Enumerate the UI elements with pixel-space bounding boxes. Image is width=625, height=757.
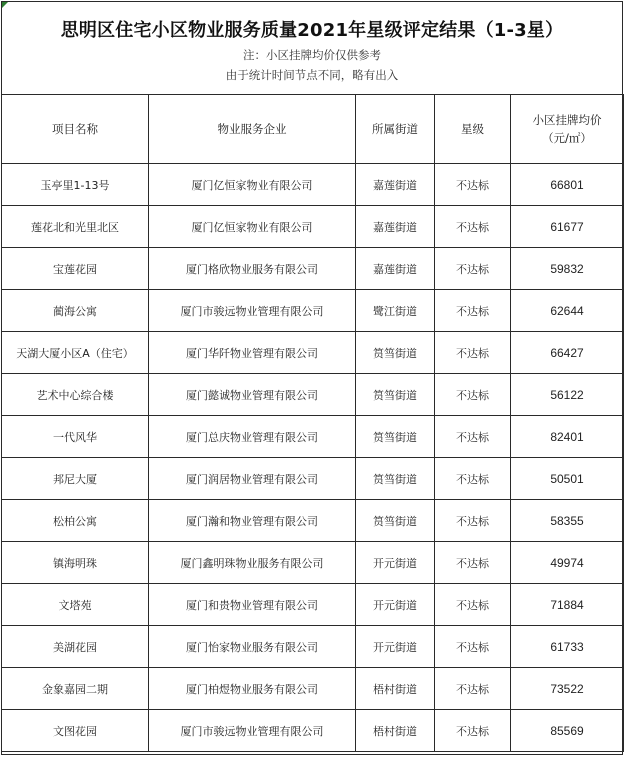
cell-company: 厦门亿恒家物业有限公司 <box>149 206 356 248</box>
cell-street: 梧村街道 <box>356 710 435 752</box>
cell-price: 66801 <box>511 164 624 206</box>
cell-price: 66427 <box>511 332 624 374</box>
table-row <box>2 584 624 626</box>
cell-rating: 不达标 <box>435 374 511 416</box>
column-header-street: 所属街道 <box>356 95 435 164</box>
cell-price: 61733 <box>511 626 624 668</box>
column-header-price-label: 小区挂牌均价 <box>532 113 602 127</box>
cell-rating: 不达标 <box>435 710 511 752</box>
table-row <box>2 542 624 584</box>
column-header-rating: 星级 <box>435 95 511 164</box>
cell-project-name: 文图花园 <box>2 710 149 752</box>
cell-street: 嘉莲街道 <box>356 164 435 206</box>
cell-price: 62644 <box>511 290 624 332</box>
table-body <box>2 164 624 752</box>
document-header <box>2 2 622 94</box>
cell-price: 58355 <box>511 500 624 542</box>
table-row <box>2 500 624 542</box>
table-row <box>2 290 624 332</box>
cell-project-name: 宝莲花园 <box>2 248 149 290</box>
cell-rating: 不达标 <box>435 290 511 332</box>
table-row <box>2 710 624 752</box>
column-header-project-name: 项目名称 <box>2 95 149 164</box>
column-header-price-unit: （元/㎡） <box>542 131 592 145</box>
cell-street: 梧村街道 <box>356 668 435 710</box>
rating-table <box>1 94 624 752</box>
cell-company: 厦门润居物业管理有限公司 <box>149 458 356 500</box>
cell-rating: 不达标 <box>435 206 511 248</box>
cell-project-name: 天湖大厦小区A（住宅） <box>2 332 149 374</box>
cell-project-name: 莲花北和光里北区 <box>2 206 149 248</box>
cell-price: 85569 <box>511 710 624 752</box>
table-row <box>2 248 624 290</box>
cell-company: 厦门和贵物业管理有限公司 <box>149 584 356 626</box>
cell-street: 嘉莲街道 <box>356 248 435 290</box>
cell-project-name: 艺术中心综合楼 <box>2 374 149 416</box>
cell-project-name: 镇海明珠 <box>2 542 149 584</box>
cell-street: 嘉莲街道 <box>356 206 435 248</box>
cell-street: 开元街道 <box>356 626 435 668</box>
cell-company: 厦门总庆物业管理有限公司 <box>149 416 356 458</box>
cell-company: 厦门怡家物业服务有限公司 <box>149 626 356 668</box>
cell-company: 厦门华阡物业管理有限公司 <box>149 332 356 374</box>
cell-rating: 不达标 <box>435 248 511 290</box>
cell-price: 59832 <box>511 248 624 290</box>
cell-street: 筼筜街道 <box>356 332 435 374</box>
cell-rating: 不达标 <box>435 584 511 626</box>
note-line-2: 由于统计时间节点不同，略有出入 <box>225 68 399 82</box>
cell-rating: 不达标 <box>435 500 511 542</box>
column-header-price <box>511 95 624 164</box>
note-line-1: 注：小区挂牌均价仅供参考 <box>243 48 381 62</box>
table-header-row <box>2 95 624 164</box>
cell-project-name: 金象嘉园二期 <box>2 668 149 710</box>
cell-company: 厦门懿诚物业管理有限公司 <box>149 374 356 416</box>
cell-price: 61677 <box>511 206 624 248</box>
cell-project-name: 邦尼大厦 <box>2 458 149 500</box>
cell-price: 71884 <box>511 584 624 626</box>
cell-project-name: 玉亭里1-13号 <box>2 164 149 206</box>
document-sheet <box>1 1 623 755</box>
cell-rating: 不达标 <box>435 332 511 374</box>
cell-project-name: 文塔苑 <box>2 584 149 626</box>
table-row <box>2 416 624 458</box>
table-row <box>2 626 624 668</box>
cell-street: 开元街道 <box>356 584 435 626</box>
cell-company: 厦门柏煜物业服务有限公司 <box>149 668 356 710</box>
cell-project-name: 蔺海公寓 <box>2 290 149 332</box>
page-title: 思明区住宅小区物业服务质量2021年星级评定结果（1-3星） <box>60 20 564 41</box>
cell-street: 筼筜街道 <box>356 458 435 500</box>
cell-price: 49974 <box>511 542 624 584</box>
cell-project-name: 美湖花园 <box>2 626 149 668</box>
table-row <box>2 668 624 710</box>
cell-project-name: 一代风华 <box>2 416 149 458</box>
cell-rating: 不达标 <box>435 668 511 710</box>
cell-street: 筼筜街道 <box>356 374 435 416</box>
cell-project-name: 松柏公寓 <box>2 500 149 542</box>
cell-price: 73522 <box>511 668 624 710</box>
cell-company: 厦门格欣物业服务有限公司 <box>149 248 356 290</box>
cell-rating: 不达标 <box>435 164 511 206</box>
cell-street: 筼筜街道 <box>356 500 435 542</box>
cell-street: 筼筜街道 <box>356 416 435 458</box>
table-row <box>2 332 624 374</box>
table-row <box>2 458 624 500</box>
cell-price: 50501 <box>511 458 624 500</box>
cell-rating: 不达标 <box>435 458 511 500</box>
cell-street: 鹭江街道 <box>356 290 435 332</box>
cell-rating: 不达标 <box>435 542 511 584</box>
cell-price: 56122 <box>511 374 624 416</box>
column-header-company: 物业服务企业 <box>149 95 356 164</box>
cell-company: 厦门瀚和物业管理有限公司 <box>149 500 356 542</box>
cell-rating: 不达标 <box>435 626 511 668</box>
cell-company: 厦门市骏远物业管理有限公司 <box>149 710 356 752</box>
cell-company: 厦门亿恒家物业有限公司 <box>149 164 356 206</box>
table-row <box>2 206 624 248</box>
table-row <box>2 164 624 206</box>
cell-street: 开元街道 <box>356 542 435 584</box>
table-row <box>2 374 624 416</box>
cell-price: 82401 <box>511 416 624 458</box>
cell-company: 厦门鑫明珠物业服务有限公司 <box>149 542 356 584</box>
cell-rating: 不达标 <box>435 416 511 458</box>
cell-company: 厦门市骏远物业管理有限公司 <box>149 290 356 332</box>
